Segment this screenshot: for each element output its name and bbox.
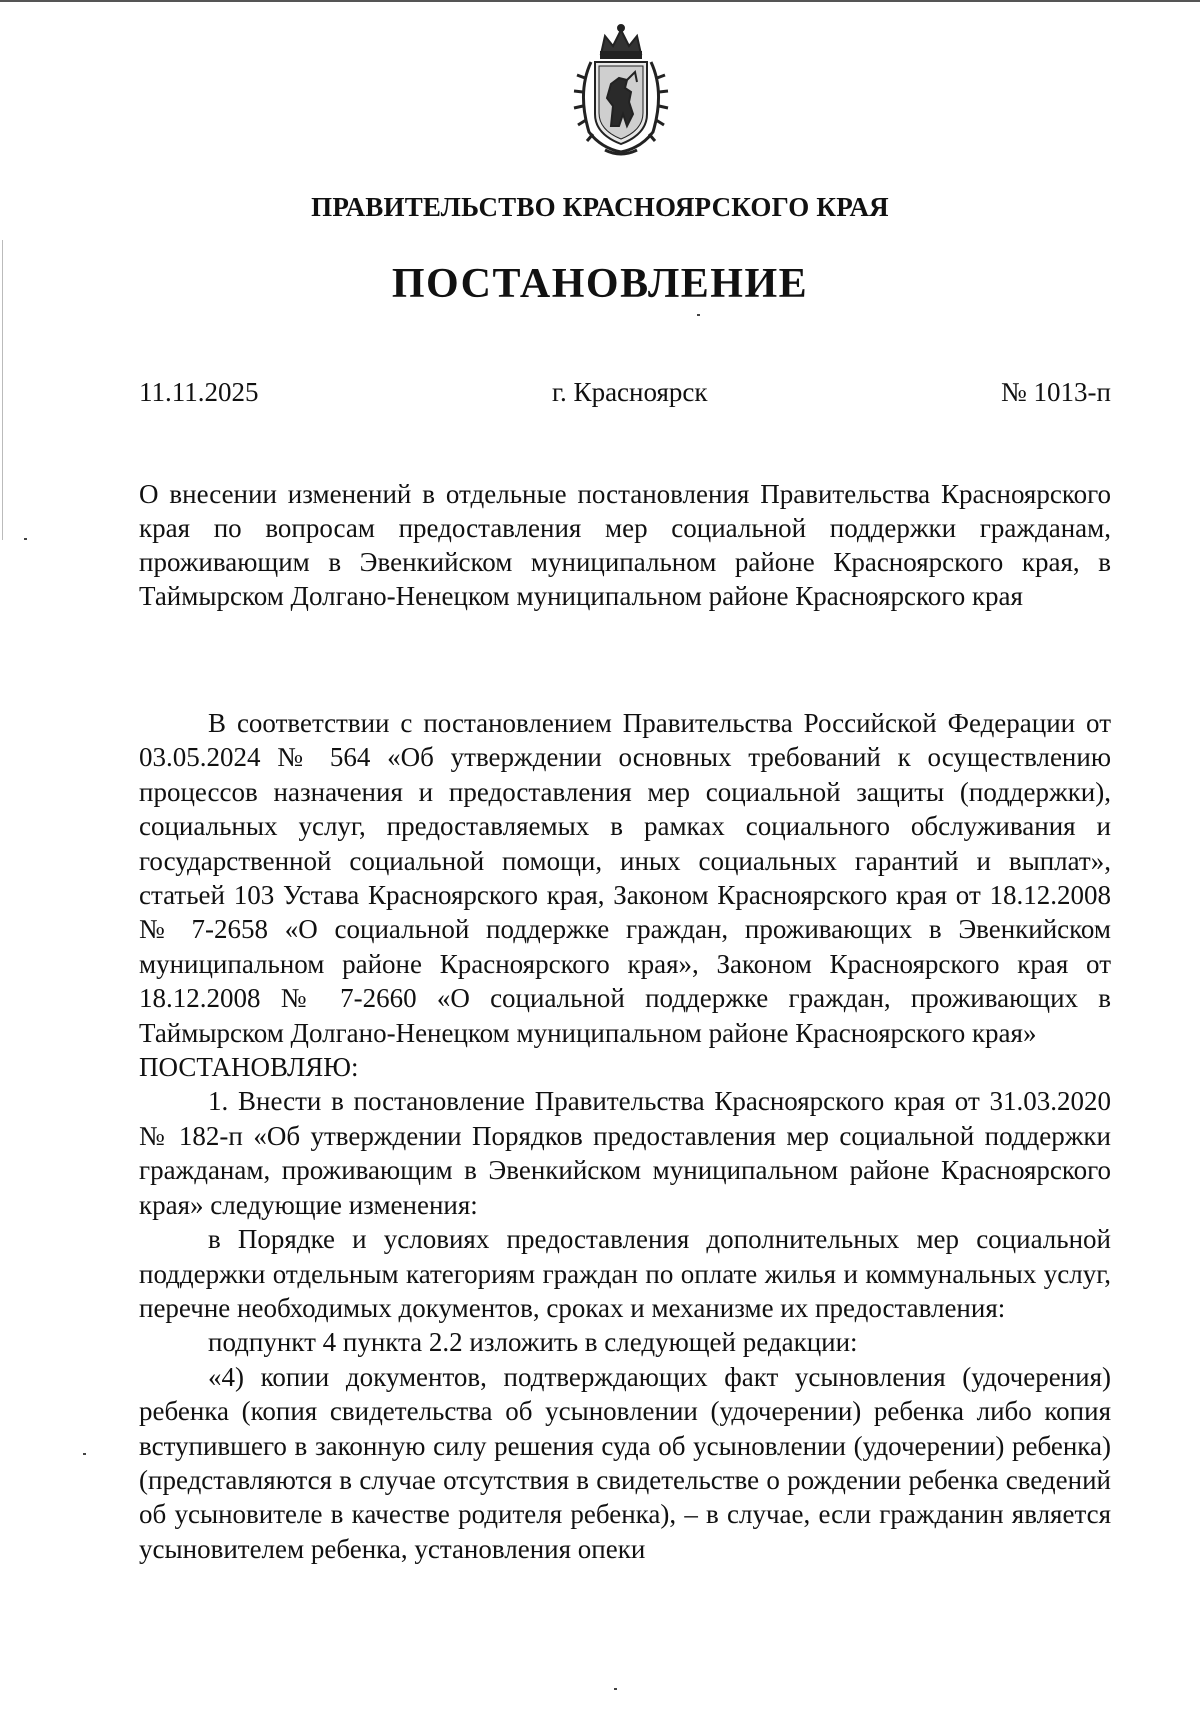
coat-of-arms-emblem <box>567 22 675 160</box>
document-meta-row <box>139 377 1111 408</box>
document-city: г. Красноярск <box>552 377 708 407</box>
scan-speck <box>24 538 27 540</box>
document-subject: О внесении изменений в отдельные постановления Правительства Красноярского края по вопросам предоставления мер социальной поддержки гражданам, проживающим в Эвенкийском муниципальном районе Красноярского края, в Таймырском Долгано-Ненецком муниципальном районе Красноярского края <box>139 479 1111 611</box>
scan-speck <box>697 314 700 316</box>
resolve-paragraph: ПОСТАНОВЛЯЮ: <box>139 1052 359 1083</box>
scan-speck <box>614 1688 617 1690</box>
document-type-heading: ПОСТАНОВЛЕНИЕ <box>391 261 809 307</box>
scan-speck <box>83 1453 86 1455</box>
quoted-subparagraph: «4) копии документов, подтверждающих факт усыновления (удочерения) ребенка (копия свидетельства об усыновлении (удочерении) ребенка либо копия вступившего в законную силу решения суда об усыновлении (удочерении) ребенка) (представляются в случае отсутствия в свидетельстве о рождении ребенка сведений об усыновителе в качестве родителя ребенка), – в случае, если гражданин является усыновителем ребенка, установления опеки <box>139 1361 1111 1564</box>
government-title: ПРАВИТЕЛЬСТВО КРАСНОЯРСКОГО КРАЯ <box>311 192 889 222</box>
item-1-sub-paragraph: в Порядке и условиях предоставления дополнительных мер социальной поддержки отдельным категориям граждан по оплате жилья и коммунальных услуг, перечне необходимых документов, сроках и механизме их предоставления: <box>139 1224 1111 1323</box>
scan-edge-top <box>0 0 1200 2</box>
document-number: № 1013-п <box>1001 377 1111 407</box>
item-1-sub2-paragraph: подпункт 4 пункта 2.2 изложить в следующей редакции: <box>208 1327 858 1358</box>
document-date: 11.11.2025 <box>139 377 259 407</box>
item-1-paragraph: 1. Внести в постановление Правительства Красноярского края от 31.03.2020 № 182-п «Об утверждении Порядков предоставления мер социальной поддержки гражданам, проживающим в Эвенкийском муниципальном районе Красноярского края» следующие изменения: <box>139 1086 1111 1220</box>
document-body <box>139 706 1111 1566</box>
preamble-paragraph: В соответствии с постановлением Правительства Российской Федерации от 03.05.2024 № 564 «Об утверждении основных требований к осуществлению процессов назначения и предоставления мер социальной защиты (поддержки), социальных услуг, предоставляемых в рамках социального обслуживания и государственной социальной помощи, иных социальных гарантий и выплат», статьей 103 Устава Красноярского края, Законом Красноярского края от 18.12.2008 № 7-2658 «О социальной поддержке граждан, проживающих в Эвенкийском муниципальном районе Красноярского края», Законом Красноярского края от 18.12.2008 № 7-2660 «О социальной поддержке граждан, проживающих в Таймырском Долгано-Ненецком муниципальном районе Красноярского края» <box>139 708 1111 1048</box>
